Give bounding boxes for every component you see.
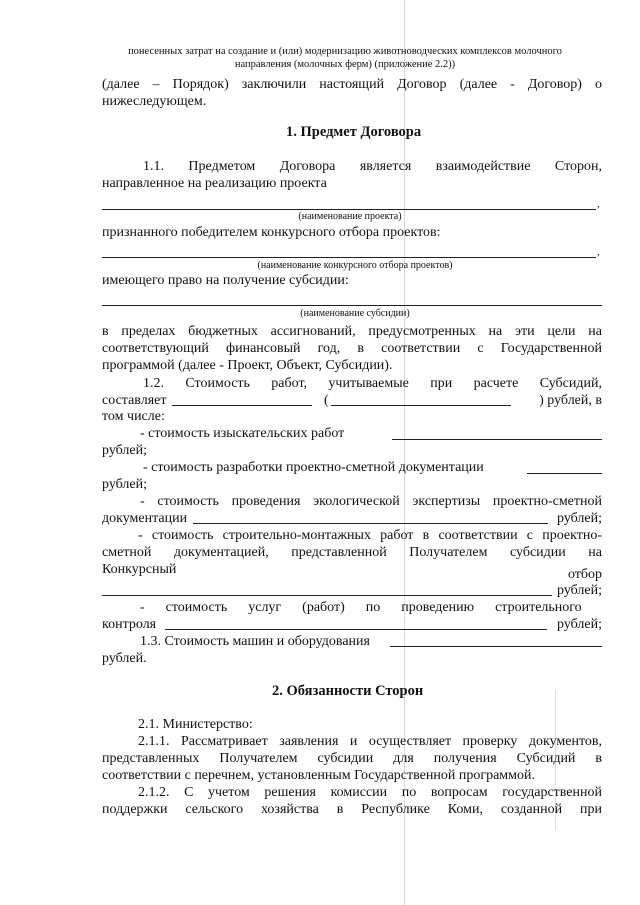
subsidy-name-blank [102, 305, 602, 306]
recognized-winner-line: признанного победителем конкурсного отбора проектов: [102, 225, 441, 240]
intro-line-1: (далее – Порядок) заключили настоящий Договор (далее - Договор) о [102, 77, 602, 92]
clause-1-3-equipment: 1.3. Стоимость машин и оборудования [140, 634, 370, 649]
construction-cost-blank [102, 595, 552, 596]
design-cost-blank [527, 473, 602, 474]
control-cost-blank [165, 629, 547, 630]
construction-rubles: рублей; [557, 583, 602, 598]
header-line-1: понесенных затрат на создание и (или) модернизацию животноводческих комплексов молочного [128, 46, 562, 57]
cost-rubles-suffix: ) рублей, в [539, 393, 602, 408]
construction-line-2: сметной документацией, представленной Получателем субсидии на [102, 545, 602, 560]
survey-cost-label: - стоимость изыскательских работ [140, 426, 345, 441]
clause-1-2-line-1: 1.2. Стоимость работ, учитываемые при расчете Субсидий, [143, 376, 602, 391]
survey-cost-blank [392, 439, 602, 440]
clause-1-2-costs-label: составляет [102, 393, 167, 408]
section-1-title: 1. Предмет Договора [286, 124, 422, 140]
document-page: понесенных затрат на создание и (или) модернизацию животноводческих комплексов молочного направления (молочных ферм) (приложение 2.2)) (далее – Порядок) заключили настоящий Договор (далее - Договор) о нижеследующем. 1. Предмет Договора 1.1. Предметом Договора является взаимодействие Сторон, направленное на реализацию проекта , (наименование проекта) признанного победителем конкурсного отбора проектов: , (наименование конкурсного отбора проектов) имеющего право на получение субсидии: (наименование субсидии) в пределах бюджетных ассигнований, предусмотренных на эти цели на соответствующий финансовый год, в соответствии с Государственной программой (далее - Проект, Объект, Субсидии). 1.2. Стоимость работ, учитываемые при расчете Субсидий, составляет ( ) рублей, в том числе: - стоимость изыскательских работ рублей; - стоимость разработки проектно-сметной документации рублей; - стоимость проведения экологической экспертизы проектно-сметной документации рублей; - стоимость строительно-монтажных работ в соответствии с проектно- сметной документацией, представленной Получателем субсидии на Конкурсный отбор рублей; - стоимость услуг (работ) по проведению строительного контроля рублей; 1.3. Стоимость машин и оборудования рублей. 2. Обязанности Сторон 2.1. Министерство: 2.1.1. Рассматривает заявления и осуществляет проверку документов, представленных Получателем субсидии для получения Субсидий в соответствии с перечнем, установленным Государственной программой. 2.1.2. С учетом решения комиссии по вопросам государственной поддержки сельского хозяйства в Республике Коми, созданной при [0, 0, 640, 905]
section-2-title: 2. Обязанности Сторон [272, 683, 424, 699]
including-label: том числе: [102, 409, 165, 424]
design-rubles: рублей; [102, 477, 147, 492]
clause-1-1-line-1: 1.1. Предметом Договора является взаимодействие Сторон, [143, 159, 602, 174]
clause-2-1-1-line-3: соответствии с перечнем, установленным Государственной программой. [102, 768, 535, 783]
eco-rubles: рублей; [557, 511, 602, 526]
control-services-line-1: - стоимость услуг (работ) по проведению строительного [140, 600, 582, 615]
header-line-2: направления (молочных ферм) (приложение 2.2)) [234, 59, 456, 70]
contest-name-blank [102, 257, 596, 258]
design-cost-label: - стоимость разработки проектно-сметной документации [143, 460, 484, 475]
intro-line-2: нижеследующем. [102, 94, 207, 109]
caption-subsidy-name: (наименование субсидии) [300, 308, 410, 319]
construction-line-1: - стоимость строительно-монтажных работ в соответствии с проектно- [138, 528, 602, 543]
budget-line-3: программой (далее - Проект, Объект, Субсидии). [102, 358, 393, 373]
equipment-cost-blank [390, 646, 602, 647]
cost-words-open-paren: ( [324, 393, 329, 408]
cost-words-blank [331, 405, 511, 406]
budget-line-1: в пределах бюджетных ассигнований, предусмотренных на эти цели на [102, 324, 602, 339]
eco-expertise-line-1: - стоимость проведения экологической экспертизы проектно-сметной [140, 494, 602, 509]
eco-expertise-label: документации [102, 511, 188, 526]
clause-1-1-line-2: направленное на реализацию проекта [102, 176, 327, 191]
construction-contest-label: Конкурсный [102, 562, 177, 577]
control-label: контроля [102, 617, 157, 632]
budget-line-2: соответствующий финансовый год, в соответствии с Государственной [102, 341, 602, 356]
caption-project-name: (наименование проекта) [298, 211, 402, 222]
caption-contest-name: (наименование конкурсного отбора проектов) [257, 260, 453, 271]
project-name-blank [102, 209, 596, 210]
construction-selection-label: отбор [567, 567, 602, 582]
survey-rubles: рублей; [102, 443, 147, 458]
clause-2-1-1-line-2: представленных Получателем субсидии для получения Субсидий в [102, 751, 602, 766]
control-rubles: рублей; [557, 617, 602, 632]
entitled-subsidy-line: имеющего право на получение субсидии: [102, 273, 349, 288]
clause-2-1-2-line-2: поддержки сельского хозяйства в Республике Коми, созданной при [102, 802, 602, 817]
clause-2-1-ministry: 2.1. Министерство: [138, 717, 253, 732]
clause-2-1-1-line-1: 2.1.1. Рассматривает заявления и осуществляет проверку документов, [138, 734, 602, 749]
clause-2-1-2-line-1: 2.1.2. С учетом решения комиссии по вопросам государственной [138, 785, 602, 800]
eco-expertise-blank [193, 523, 548, 524]
equipment-rubles: рублей. [102, 651, 147, 666]
cost-total-blank [172, 405, 312, 406]
